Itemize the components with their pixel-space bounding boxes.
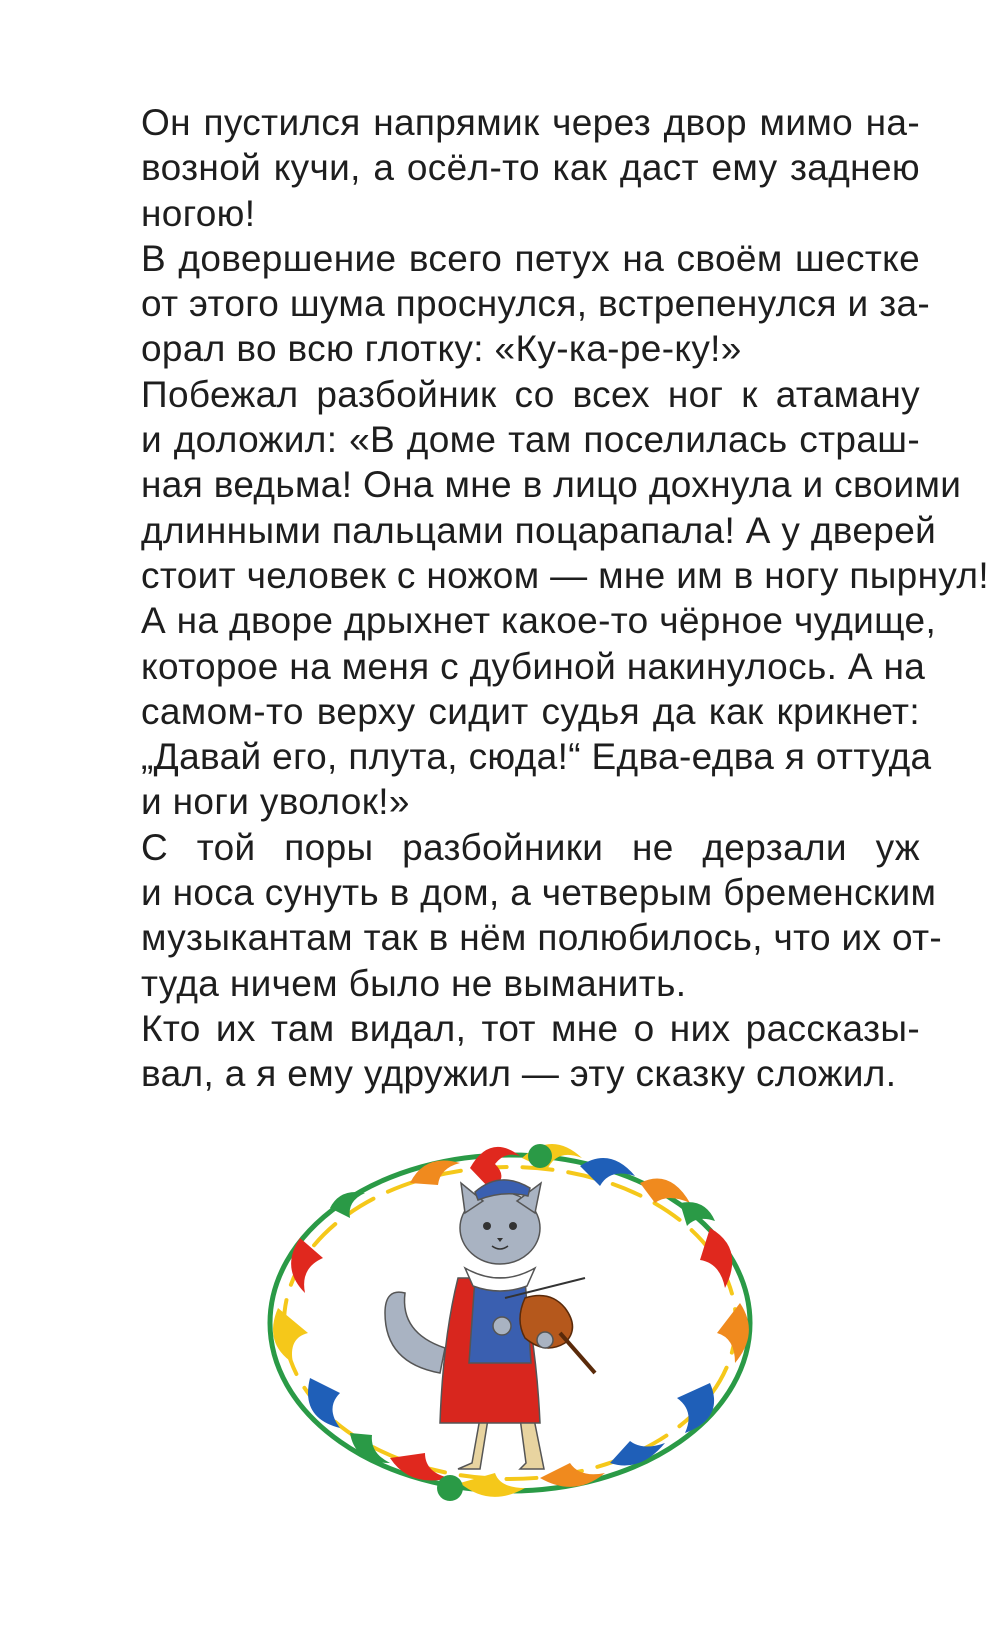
text-line: возной кучи, а осёл-то как даст ему заднею (141, 147, 920, 189)
text-line: ная ведьма! Она мне в лицо дохнула и своими (141, 464, 962, 506)
text-line: и носа сунуть в дом, а четверым бременским (141, 872, 937, 914)
text-line: „Давай его, плута, сюда!“ Едва-едва я оттуда (141, 736, 932, 778)
text-line: Побежал разбойник со всех ног к атаману (141, 373, 920, 415)
paragraph-5 (92, 1006, 920, 1097)
text-line: ногою! (141, 192, 256, 234)
text-line: самом-то верху сидит судья да как крикнет: (141, 690, 920, 732)
story-text (92, 100, 989, 1097)
cat-violinist-illustration (240, 1128, 780, 1518)
text-line: музыкантам так в нём полюбилось, что их от- (141, 917, 943, 959)
text-line: С той поры разбойники не дерзали уж (141, 826, 920, 868)
text-line: стоит человек с ножом — мне им в ногу пырнул! (141, 554, 989, 596)
text-line: от этого шума проснулся, встрепенулся и за- (141, 283, 931, 325)
text-line: Он пустился напрямик через двор мимо на- (141, 102, 920, 143)
text-line: длинными пальцами поцарапала! А у дверей (141, 509, 937, 551)
text-line: туда ничем было не выманить. (141, 962, 687, 1004)
text-line: и ноги уволок!» (141, 781, 410, 823)
paragraph-2 (92, 236, 931, 372)
text-line: В довершение всего петух на своём шестке (141, 237, 920, 279)
text-line: А на дворе дрыхнет какое-то чёрное чудище, (141, 600, 937, 642)
text-line: Кто их там видал, тот мне о них рассказы- (141, 1007, 920, 1049)
text-line: вал, а я ему удружил — эту сказку сложил. (141, 1053, 897, 1095)
cat-figure (385, 1180, 595, 1469)
paragraph-1 (92, 100, 920, 236)
paragraph-4 (92, 825, 943, 1006)
text-line: которое на меня с дубиной накинулось. А на (141, 645, 926, 687)
paragraph-3 (92, 372, 989, 825)
text-line: и доложил: «В доме там поселилась страш- (141, 419, 920, 461)
text-line: орал во всю глотку: «Ку-ка-ре-ку!» (141, 328, 742, 370)
